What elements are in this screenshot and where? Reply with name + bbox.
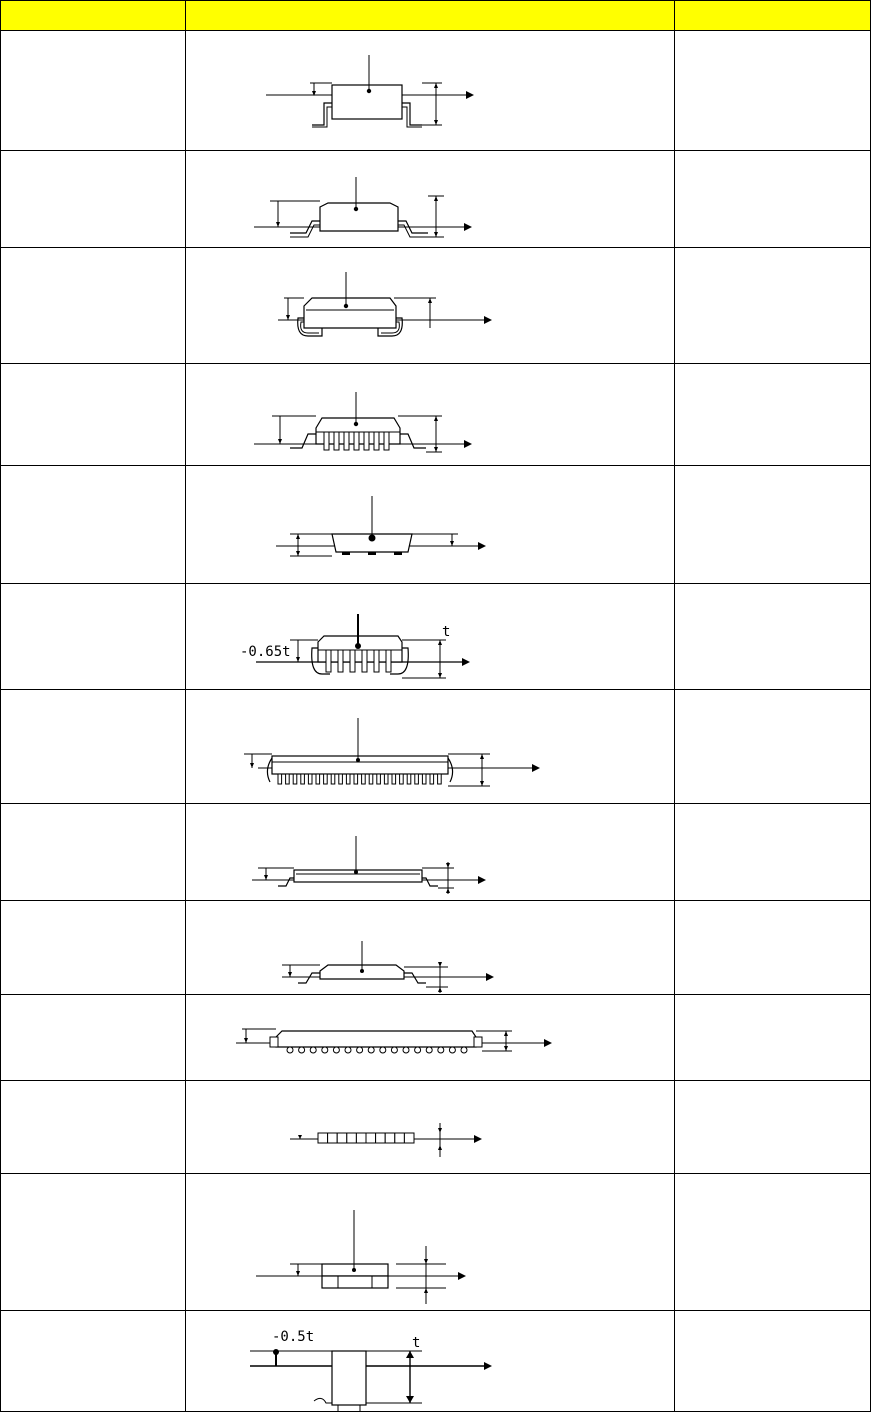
package-name-cell bbox=[1, 1174, 186, 1311]
solder-ball bbox=[449, 1047, 455, 1053]
package-outline-diagram bbox=[186, 364, 675, 466]
package-diagram-cell bbox=[186, 364, 675, 466]
package-note-cell bbox=[675, 1081, 871, 1174]
package-diagram-cell bbox=[186, 31, 675, 151]
package-pin bbox=[278, 774, 282, 784]
package-pin bbox=[415, 774, 419, 784]
package-name-cell bbox=[1, 901, 186, 995]
solder-ball bbox=[357, 1047, 363, 1053]
solder-ball bbox=[310, 1047, 316, 1053]
package-name-cell bbox=[1, 31, 186, 151]
package-pin bbox=[331, 774, 335, 784]
table-row bbox=[1, 995, 871, 1081]
package-name-cell bbox=[1, 995, 186, 1081]
package-name-cell bbox=[1, 584, 186, 690]
package-note-cell bbox=[675, 31, 871, 151]
chip-element bbox=[347, 1133, 357, 1143]
package-outline-diagram bbox=[186, 466, 675, 584]
package-note-cell bbox=[675, 995, 871, 1081]
offset-label: -0.5t bbox=[272, 1329, 315, 1345]
package-name-cell bbox=[1, 804, 186, 901]
solder-ball bbox=[287, 1047, 293, 1053]
package-pin bbox=[339, 774, 343, 784]
package-name-cell bbox=[1, 151, 186, 248]
table-header-row bbox=[1, 1, 871, 31]
solder-ball bbox=[415, 1047, 421, 1053]
package-diagram-cell bbox=[186, 151, 675, 248]
thickness-label: t bbox=[412, 1335, 421, 1351]
package-note-cell bbox=[675, 901, 871, 995]
table-row bbox=[1, 31, 871, 151]
chip-element bbox=[395, 1133, 405, 1143]
package-note-cell bbox=[675, 1174, 871, 1311]
table-row bbox=[1, 1311, 871, 1412]
chip-element bbox=[356, 1133, 366, 1143]
offset-label: -0.65t bbox=[240, 644, 291, 660]
package-pin bbox=[293, 774, 297, 784]
solder-ball bbox=[426, 1047, 432, 1053]
solder-ball bbox=[333, 1047, 339, 1053]
solder-ball bbox=[438, 1047, 444, 1053]
table-row bbox=[1, 1174, 871, 1311]
package-outline-diagram bbox=[186, 1081, 675, 1174]
chip-element bbox=[404, 1133, 414, 1143]
solder-ball bbox=[368, 1047, 374, 1053]
package-note-cell bbox=[675, 584, 871, 690]
package-note-cell bbox=[675, 151, 871, 248]
package-pin bbox=[392, 774, 396, 784]
package-pin bbox=[354, 774, 358, 784]
package-note-cell bbox=[675, 364, 871, 466]
package-diagram-cell bbox=[186, 804, 675, 901]
package-outline-diagram bbox=[186, 248, 675, 364]
package-pin bbox=[400, 774, 404, 784]
solder-ball bbox=[345, 1047, 351, 1053]
solder-ball bbox=[461, 1047, 467, 1053]
package-name-cell bbox=[1, 690, 186, 804]
header-cell-3 bbox=[675, 1, 871, 31]
package-diagram-cell bbox=[186, 1081, 675, 1174]
table-row bbox=[1, 804, 871, 901]
package-diagram-cell bbox=[186, 1174, 675, 1311]
thickness-label: t bbox=[442, 624, 451, 640]
package-pin bbox=[324, 774, 328, 784]
package-diagram-cell bbox=[186, 995, 675, 1081]
package-diagram-cell bbox=[186, 1311, 675, 1412]
package-pin bbox=[438, 774, 442, 784]
solder-ball bbox=[322, 1047, 328, 1053]
solder-ball bbox=[403, 1047, 409, 1053]
package-pin bbox=[301, 774, 305, 784]
package-name-cell bbox=[1, 466, 186, 584]
package-pin bbox=[346, 774, 350, 784]
package-outline-diagram bbox=[186, 31, 675, 151]
package-outline-diagram bbox=[186, 151, 675, 248]
package-outline-diagram bbox=[186, 584, 675, 690]
package-note-cell bbox=[675, 248, 871, 364]
package-pin bbox=[407, 774, 411, 784]
solder-ball bbox=[380, 1047, 386, 1053]
solder-ball bbox=[391, 1047, 397, 1053]
table-row bbox=[1, 151, 871, 248]
header-cell-2 bbox=[186, 1, 675, 31]
package-diagram-cell bbox=[186, 466, 675, 584]
package-pin bbox=[377, 774, 381, 784]
package-pin bbox=[422, 774, 426, 784]
header-cell-1 bbox=[1, 1, 186, 31]
table-row bbox=[1, 901, 871, 995]
package-outline-diagram bbox=[186, 995, 675, 1081]
package-pin bbox=[384, 774, 388, 784]
chip-element bbox=[318, 1133, 328, 1143]
table-row bbox=[1, 466, 871, 584]
package-diagram-cell bbox=[186, 901, 675, 995]
package-name-cell bbox=[1, 1081, 186, 1174]
table-row bbox=[1, 364, 871, 466]
package-diagram-cell bbox=[186, 690, 675, 804]
package-pin bbox=[308, 774, 312, 784]
package-outline-diagram bbox=[186, 804, 675, 901]
package-pin bbox=[362, 774, 366, 784]
package-outline-diagram bbox=[186, 690, 675, 804]
chip-element bbox=[376, 1133, 386, 1143]
package-pin bbox=[369, 774, 373, 784]
package-note-cell bbox=[675, 1311, 871, 1412]
chip-element bbox=[366, 1133, 376, 1143]
package-name-cell bbox=[1, 1311, 186, 1412]
package-pin bbox=[316, 774, 320, 784]
table-row bbox=[1, 690, 871, 804]
table-row bbox=[1, 248, 871, 364]
package-name-cell bbox=[1, 248, 186, 364]
chip-element bbox=[328, 1133, 338, 1143]
package-outline-diagram bbox=[186, 1174, 675, 1311]
package-diagram-cell bbox=[186, 584, 675, 690]
solder-ball bbox=[299, 1047, 305, 1053]
package-note-cell bbox=[675, 804, 871, 901]
package-note-cell bbox=[675, 466, 871, 584]
package-pin bbox=[286, 774, 290, 784]
chip-element bbox=[337, 1133, 347, 1143]
table-row bbox=[1, 1081, 871, 1174]
chip-element bbox=[385, 1133, 395, 1143]
package-diagram-cell bbox=[186, 248, 675, 364]
package-note-cell bbox=[675, 690, 871, 804]
package-outline-diagram bbox=[186, 901, 675, 995]
package-name-cell bbox=[1, 364, 186, 466]
package-outline-diagram bbox=[186, 1311, 675, 1412]
package-pin bbox=[430, 774, 434, 784]
table-row bbox=[1, 584, 871, 690]
